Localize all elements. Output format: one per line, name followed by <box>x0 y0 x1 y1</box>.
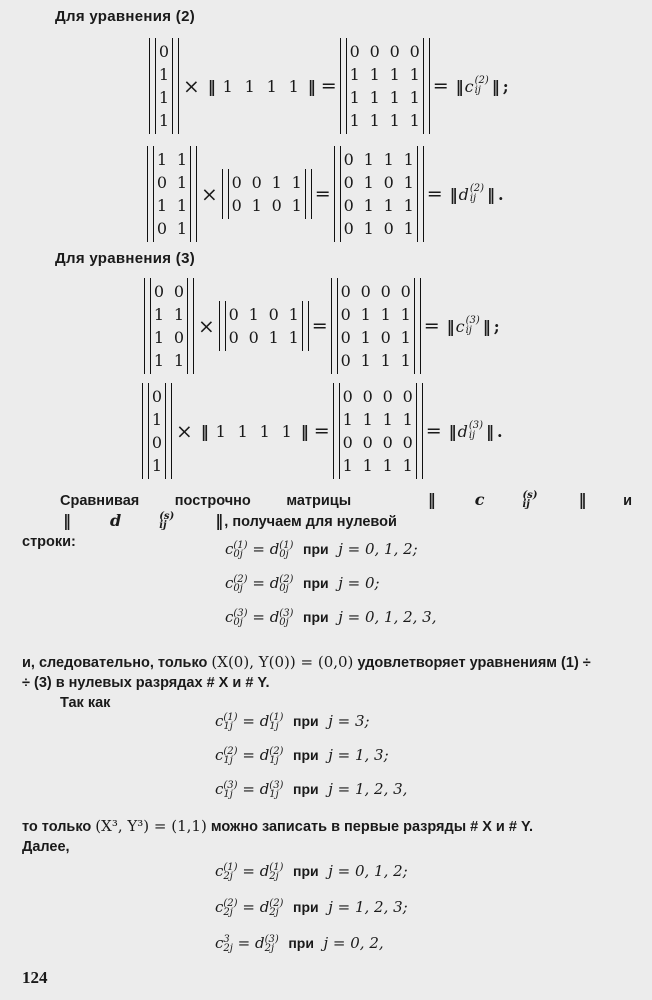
matrix-cell: 1 <box>237 421 248 441</box>
matrix-cell: 0 <box>343 196 354 215</box>
matrix-cell: 0 <box>380 282 391 301</box>
matrix-cell: 1 <box>153 351 165 370</box>
matrix-cell: 0 <box>340 305 351 324</box>
matrix-cell: 0 <box>382 433 393 452</box>
equation-zero-1: c (1) 0j = d (1) 0j при j = 0, 1, 2; <box>225 540 418 560</box>
matrix-cell: 0 <box>340 351 351 370</box>
matrix-cell: 0 <box>383 173 394 192</box>
heading-equation-2: Для уравнения (2) <box>55 8 196 25</box>
norm-bar: ‖ <box>300 421 307 441</box>
equation-second-1: c (1) 2j = d (1) 2j при j = 0, 1, 2; <box>215 862 408 882</box>
matrix-cell: 1 <box>382 410 393 429</box>
equals-sign: = <box>313 420 330 442</box>
matrix-cell: 0 <box>268 305 279 324</box>
matrix-cell: 0 <box>343 173 354 192</box>
matrix-cell: 1 <box>288 328 299 347</box>
equation-zero-3: c (3) 0j = d (3) 0j при j = 0, 1, 2, 3, <box>225 608 437 628</box>
matrix-4x4 <box>335 148 423 240</box>
matrix-cell: 1 <box>158 65 170 84</box>
matrix-cell: 1 <box>403 150 414 169</box>
matrix-cell: 1 <box>400 328 411 347</box>
matrix-cell: 1 <box>153 328 165 347</box>
matrix-cell: 0 <box>402 433 413 452</box>
inline-matrix-c: ‖ c (s) ij ‖ <box>427 490 585 510</box>
matrix-cell: 0 <box>156 219 168 238</box>
paragraph-compare: Сравнивая построчно матрицы ‖ c (s) ij ‖ и ‖ d (s) ij ‖ , получаем для нулевой строки: <box>22 490 633 550</box>
matrix-cell: 0 <box>153 282 165 301</box>
matrix-cell: 0 <box>340 282 351 301</box>
matrix-cell: 1 <box>288 305 299 324</box>
matrix-2x4 <box>223 171 311 217</box>
matrix-cell: 1 <box>173 305 185 324</box>
matrix-cell: 0 <box>389 42 400 61</box>
matrix-cell: 1 <box>349 88 360 107</box>
matrix-cell: 0 <box>228 305 239 324</box>
matrix-cell: 1 <box>369 65 380 84</box>
result-matrix-d2: ‖ d (2) ij ‖ . <box>449 183 504 204</box>
matrix-cell: 0 <box>362 433 373 452</box>
matrix-cell: 1 <box>400 351 411 370</box>
inline-matrix-d: ‖ d (s) ij ‖ <box>63 511 222 531</box>
matrix-cell: 1 <box>271 173 282 192</box>
matrix-cell: 1 <box>360 351 371 370</box>
matrix-cell: 0 <box>409 42 420 61</box>
matrix-cell: 1 <box>383 150 394 169</box>
matrix-4x4 <box>334 385 422 477</box>
equation-second-3: c 3 2j = d (3) 2j при j = 0, 2, <box>215 934 384 954</box>
matrix-4x2 <box>148 148 196 240</box>
norm-bar: ‖ <box>307 76 314 96</box>
matrix-cell: 1 <box>215 421 226 441</box>
matrix-cell: 1 <box>409 111 420 130</box>
matrix-cell: 1 <box>342 410 353 429</box>
matrix-cell: 0 <box>349 42 360 61</box>
matrix-cell: 1 <box>362 456 373 475</box>
matrix-cell: 1 <box>409 88 420 107</box>
result-matrix-d3: ‖ d (3) ij ‖ . <box>448 420 503 441</box>
matrix-cell: 1 <box>389 65 400 84</box>
matrix-cell: 1 <box>382 456 393 475</box>
matrix-cell: 1 <box>349 111 360 130</box>
matrix-cell: 0 <box>369 42 380 61</box>
matrix-cell: 1 <box>173 351 185 370</box>
paragraph-therefore: и, следовательно, только (X(0), Y(0)) = (0,0) удовлетворяет уравнениям (1) ÷ ÷ (3) в нулевых разрядах # X и # Y. Так как <box>22 653 591 711</box>
matrix-cell: 1 <box>151 456 163 475</box>
matrix-cell: 1 <box>176 196 188 215</box>
matrix-cell: 0 <box>271 196 282 215</box>
matrix-cell: 1 <box>244 76 255 96</box>
matrix-cell: 1 <box>288 76 299 96</box>
page-number: 124 <box>22 968 48 987</box>
matrix-cell: 1 <box>281 421 292 441</box>
norm-bar: ‖ <box>200 421 207 441</box>
matrix-cell: 1 <box>380 305 391 324</box>
matrix-cell: 1 <box>176 219 188 238</box>
paragraph-first-digits: то только (X³, Y³) = (1,1) можно записать в первые разряды # X и # Y. Далее, <box>22 817 534 855</box>
matrix-cell: 1 <box>158 88 170 107</box>
matrix-column-vector <box>143 385 171 477</box>
equals-sign: = <box>311 315 328 337</box>
matrix-cell: 1 <box>151 410 163 429</box>
matrix-cell: 1 <box>176 150 188 169</box>
matrix-cell: 1 <box>362 410 373 429</box>
matrix-cell: 0 <box>151 433 163 452</box>
matrix-cell: 1 <box>156 150 168 169</box>
times-sign: × <box>198 314 215 338</box>
matrix-cell: 1 <box>403 173 414 192</box>
matrix-2x4 <box>220 303 308 349</box>
matrix-cell: 0 <box>156 173 168 192</box>
matrix-cell: 1 <box>342 456 353 475</box>
matrix-cell: 1 <box>360 328 371 347</box>
times-sign: × <box>201 182 218 206</box>
matrix-cell: 1 <box>291 196 302 215</box>
matrix-cell: 0 <box>173 328 185 347</box>
matrix-cell: 0 <box>173 282 185 301</box>
matrix-cell: 1 <box>402 456 413 475</box>
matrix-cell: 0 <box>342 387 353 406</box>
matrix-cell: 0 <box>342 433 353 452</box>
equals-sign: = <box>314 183 331 205</box>
matrix-cell: 0 <box>362 387 373 406</box>
equals-sign: = <box>425 420 442 442</box>
matrix-cell: 1 <box>363 196 374 215</box>
matrix-cell: 1 <box>409 65 420 84</box>
result-matrix-c3: ‖ c (3) ij ‖ ; <box>446 315 500 336</box>
matrix-equation-1 <box>150 40 509 132</box>
matrix-cell: 1 <box>156 196 168 215</box>
matrix-cell: 1 <box>291 173 302 192</box>
matrix-cell: 1 <box>389 111 400 130</box>
matrix-cell: 0 <box>231 196 242 215</box>
matrix-cell: 1 <box>363 173 374 192</box>
matrix-cell: 1 <box>380 351 391 370</box>
equation-first-3: c (3) 1j = d (3) 1j при j = 1, 2, 3, <box>215 780 408 800</box>
matrix-equation-3 <box>145 280 500 372</box>
matrix-cell: 1 <box>369 88 380 107</box>
matrix-cell: 1 <box>266 76 277 96</box>
norm-bar: ‖ <box>207 76 214 96</box>
matrix-4x2 <box>145 280 193 372</box>
matrix-4x4 <box>341 40 429 132</box>
equals-sign: = <box>423 315 440 337</box>
matrix-column-vector <box>150 40 178 132</box>
equals-sign: = <box>426 183 443 205</box>
matrix-cell: 1 <box>259 421 270 441</box>
matrix-cell: 0 <box>340 328 351 347</box>
matrix-cell: 0 <box>248 328 259 347</box>
heading-equation-3: Для уравнения (3) <box>55 250 196 267</box>
equation-zero-2: c (2) 0j = d (2) 0j при j = 0; <box>225 574 380 594</box>
matrix-cell: 1 <box>403 196 414 215</box>
equation-first-1: c (1) 1j = d (1) 1j при j = 3; <box>215 712 370 732</box>
matrix-cell: 0 <box>151 387 163 406</box>
times-sign: × <box>176 419 193 443</box>
matrix-cell: 0 <box>158 42 170 61</box>
matrix-cell: 1 <box>383 196 394 215</box>
matrix-cell: 1 <box>176 173 188 192</box>
matrix-cell: 0 <box>402 387 413 406</box>
matrix-cell: 1 <box>389 88 400 107</box>
matrix-cell: 0 <box>400 282 411 301</box>
matrix-equation-2 <box>148 148 504 240</box>
matrix-cell: 0 <box>251 173 262 192</box>
matrix-cell: 1 <box>400 305 411 324</box>
matrix-cell: 1 <box>363 150 374 169</box>
matrix-4x4 <box>332 280 420 372</box>
matrix-cell: 0 <box>382 387 393 406</box>
equals-sign: = <box>320 75 337 97</box>
matrix-cell: 0 <box>360 282 371 301</box>
matrix-cell: 1 <box>369 111 380 130</box>
matrix-cell: 0 <box>231 173 242 192</box>
equation-second-2: c (2) 2j = d (2) 2j при j = 1, 2, 3; <box>215 898 408 918</box>
matrix-cell: 1 <box>222 76 233 96</box>
matrix-cell: 1 <box>268 328 279 347</box>
matrix-cell: 1 <box>153 305 165 324</box>
times-sign: × <box>183 74 200 98</box>
matrix-cell: 1 <box>251 196 262 215</box>
matrix-cell: 1 <box>248 305 259 324</box>
matrix-cell: 1 <box>158 111 170 130</box>
equals-sign: = <box>432 75 449 97</box>
matrix-cell: 1 <box>349 65 360 84</box>
matrix-equation-4 <box>143 385 503 477</box>
matrix-cell: 0 <box>343 150 354 169</box>
matrix-cell: 1 <box>403 219 414 238</box>
result-matrix-c2: ‖ c (2) ij ‖ ; <box>455 75 509 96</box>
equation-first-2: c (2) 1j = d (2) 1j при j = 1, 3; <box>215 746 389 766</box>
matrix-cell: 0 <box>343 219 354 238</box>
matrix-cell: 0 <box>380 328 391 347</box>
matrix-cell: 1 <box>360 305 371 324</box>
matrix-cell: 1 <box>363 219 374 238</box>
matrix-cell: 1 <box>402 410 413 429</box>
matrix-cell: 0 <box>228 328 239 347</box>
matrix-cell: 0 <box>383 219 394 238</box>
